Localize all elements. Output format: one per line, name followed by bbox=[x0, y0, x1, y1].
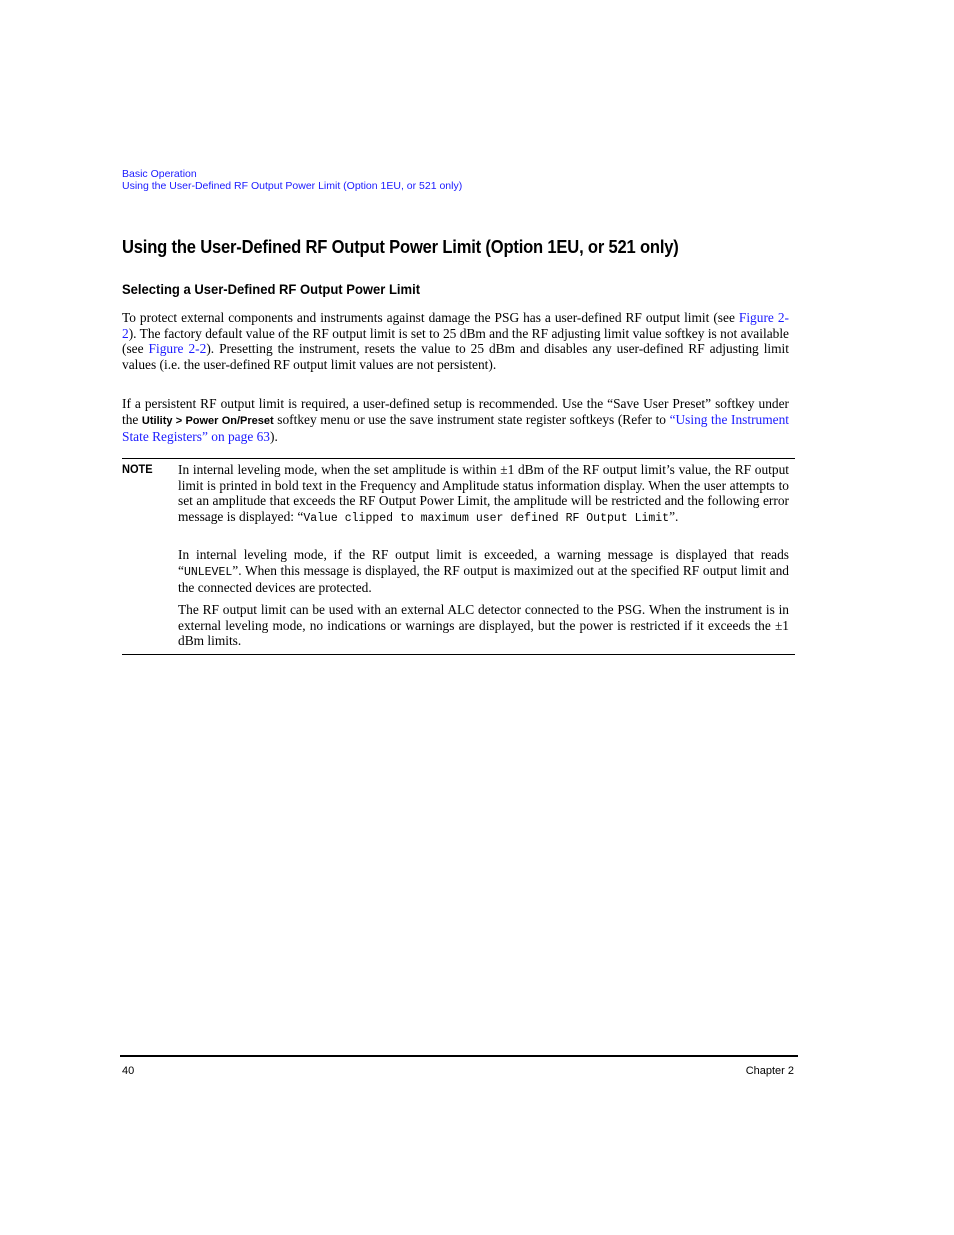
note-label: NOTE bbox=[122, 462, 153, 476]
softkey-path: Utility > Power On/Preset bbox=[141, 414, 274, 427]
note2-text-1: In internal leveling mode, if the RF output limit is exceeded, a warning message is displayed that reads “ bbox=[178, 547, 789, 578]
note-paragraph-2 bbox=[178, 547, 789, 596]
footer-rule bbox=[120, 1055, 798, 1057]
body-paragraph-2 bbox=[122, 396, 789, 445]
para2-text-3: ). bbox=[270, 429, 278, 445]
note1-text-2: ”. bbox=[669, 508, 679, 524]
note-paragraph-1 bbox=[178, 462, 789, 526]
section-heading: Selecting a User-Defined RF Output Power Limit bbox=[122, 281, 421, 297]
para2-text-2: softkey menu or use the save instrument state register softkeys (Refer to bbox=[273, 411, 670, 427]
figure-2-2-link-1[interactable]: Figure 2-2 bbox=[122, 310, 789, 341]
note-bottom-rule bbox=[122, 654, 795, 655]
page-number: 40 bbox=[122, 1065, 135, 1077]
note-top-rule bbox=[122, 458, 795, 459]
chapter-label: Chapter 2 bbox=[745, 1065, 794, 1077]
page-title: Using the User-Defined RF Output Power Limit (Option 1EU, or 521 only) bbox=[122, 237, 679, 257]
para1-text-3: ). Presetting the instrument, resets the value to 25 dBm and disables any user-defined RF adjusting limit values (i.e. the user-defined RF output limit values are not persistent). bbox=[122, 341, 789, 372]
note-paragraph-3: The RF output limit can be used with an external ALC detector connected to the PSG. When the instrument is in external leveling mode, no indications or warnings are displayed, but the power is restricted if it exceeds the ±1 dBm limits. bbox=[178, 602, 789, 649]
instrument-state-registers-link[interactable]: “Using the Instrument State Registers” on page 63 bbox=[122, 411, 789, 445]
body-paragraph-1 bbox=[122, 310, 789, 372]
note1-text-1: In internal leveling mode, when the set amplitude is within ±1 dBm of the RF output limit’s value, the RF output limit is printed in bold text in the Frequency and Amplitude status information display. When the user attempts to set an amplitude that exceeds the RF Output Power Limit, the amplitude will be restricted and the following error message is displayed: “ bbox=[178, 462, 789, 524]
breadcrumb-section-link[interactable]: Basic Operation bbox=[122, 168, 197, 180]
breadcrumb-topic-link[interactable]: Using the User-Defined RF Output Power Limit (Option 1EU, or 521 only) bbox=[122, 180, 463, 192]
para1-text-2: ). The factory default value of the RF output limit is set to 25 dBm and the RF adjusting limit value softkey is not available (see bbox=[122, 325, 789, 357]
figure-2-2-link-2[interactable]: Figure 2-2 bbox=[148, 341, 207, 357]
para2-text-1: If a persistent RF output limit is required, a user-defined setup is recommended. Use the “Save User Preset” softkey under the bbox=[122, 396, 789, 427]
para1-text-1: To protect external components and instruments against damage the PSG has a user-defined RF output limit (see bbox=[122, 310, 739, 325]
error-message-code: Value clipped to maximum user defined RF Output Limit bbox=[303, 511, 670, 525]
note2-text-2: ”. When this message is displayed, the RF output is maximized out at the specified RF output limit and the connected devices are protected. bbox=[178, 562, 789, 596]
unlevel-code: UNLEVEL bbox=[183, 565, 233, 579]
